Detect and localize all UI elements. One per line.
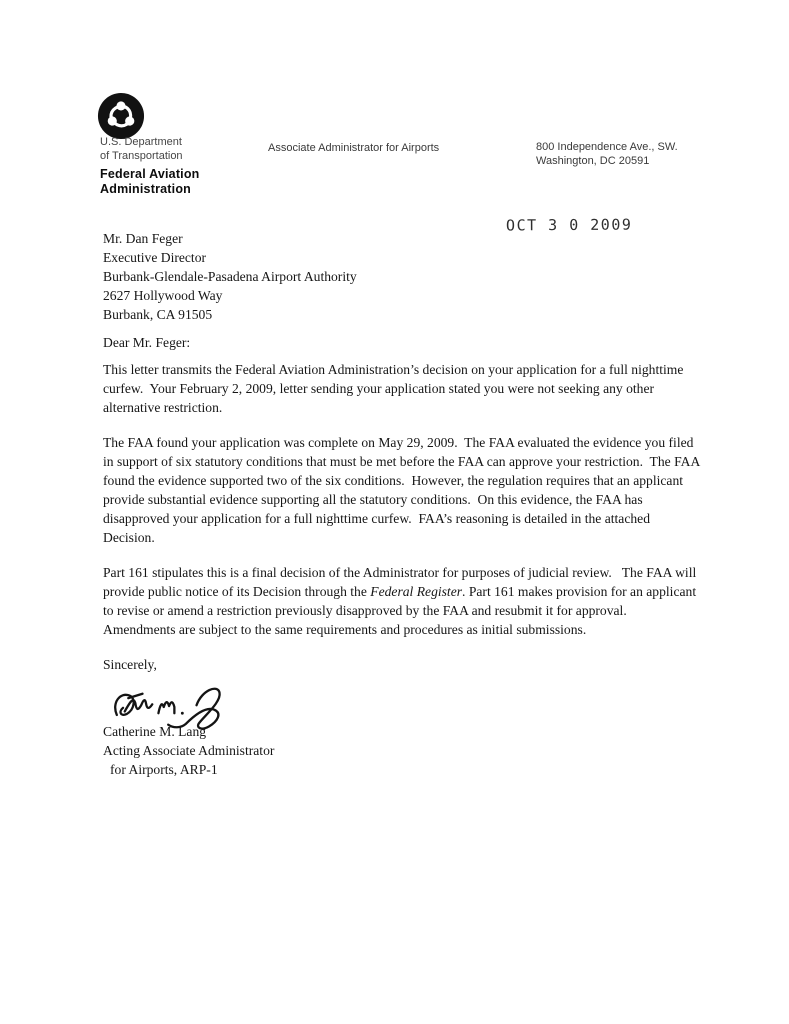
paragraph-3-italic: Federal Register — [370, 584, 463, 599]
salutation: Dear Mr. Feger: — [103, 335, 191, 350]
department-name — [100, 136, 183, 163]
date-stamp: OCT 3 0 2009 — [505, 215, 633, 235]
paragraph-2: The FAA found your application was complete on May 29, 2009. The FAA evaluated the evidence you filed in support of six statutory conditions that must be met before the FAA can approve your restriction. The FAA found the evidence supported two of the six conditions. However, the regulation requires that an applicant provide substantial evidence supporting all the statutory conditions. On this evidence, the FAA has disapproved your application for a full nighttime curfew. FAA’s reasoning is detailed in the attached Decision. — [103, 435, 703, 545]
headquarters-address — [536, 141, 678, 168]
agency-line2: Administration — [100, 181, 191, 196]
valediction: Sincerely, — [103, 657, 157, 672]
department-line1: U.S. Department — [100, 136, 182, 148]
address-line1: 800 Independence Ave., SW. — [536, 141, 678, 153]
office-title: Associate Administrator for Airports — [268, 142, 440, 154]
handwritten-signature-image — [105, 676, 265, 738]
recipient-street: 2627 Hollywood Way — [103, 288, 223, 303]
paragraph-3 — [103, 563, 701, 639]
paragraph-3-text-b: . Part 161 makes provision for an applicant to revise or amend a restriction previously disapproved by the FAA and resubmit it for approval. Amendments are subject to the same requirements and procedures as initial submissions. — [103, 584, 700, 637]
recipient-address-block — [103, 229, 701, 324]
dot-triskelion-logo-icon — [97, 92, 145, 140]
paragraph-3-text-a: Part 161 stipulates this is a final decision of the Administrator for purposes of judicial review. The FAA will provide public notice of its Decision through the — [103, 565, 700, 599]
address-line2: Washington, DC 20591 — [536, 154, 650, 167]
paragraph-1: This letter transmits the Federal Aviation Administration’s decision on your application for a full nighttime curfew. Your February 2, 2009, letter sending your application stated you were not seeking any other alternative restriction. — [103, 362, 687, 415]
letter-body — [103, 229, 701, 779]
recipient-name: Mr. Dan Feger — [103, 231, 183, 246]
agency-line1: Federal Aviation — [100, 167, 200, 181]
signer-title-line1: Acting Associate Administrator — [103, 743, 275, 758]
signer-title-line2: for Airports, ARP-1 — [110, 762, 218, 777]
recipient-organization: Burbank-Glendale-Pasadena Airport Authority — [103, 269, 357, 284]
department-line2: of Transportation — [100, 149, 183, 162]
recipient-title: Executive Director — [103, 250, 207, 265]
agency-name — [100, 167, 200, 196]
recipient-city: Burbank, CA 91505 — [103, 307, 213, 322]
signer-name: Catherine M. Lang — [103, 724, 207, 739]
